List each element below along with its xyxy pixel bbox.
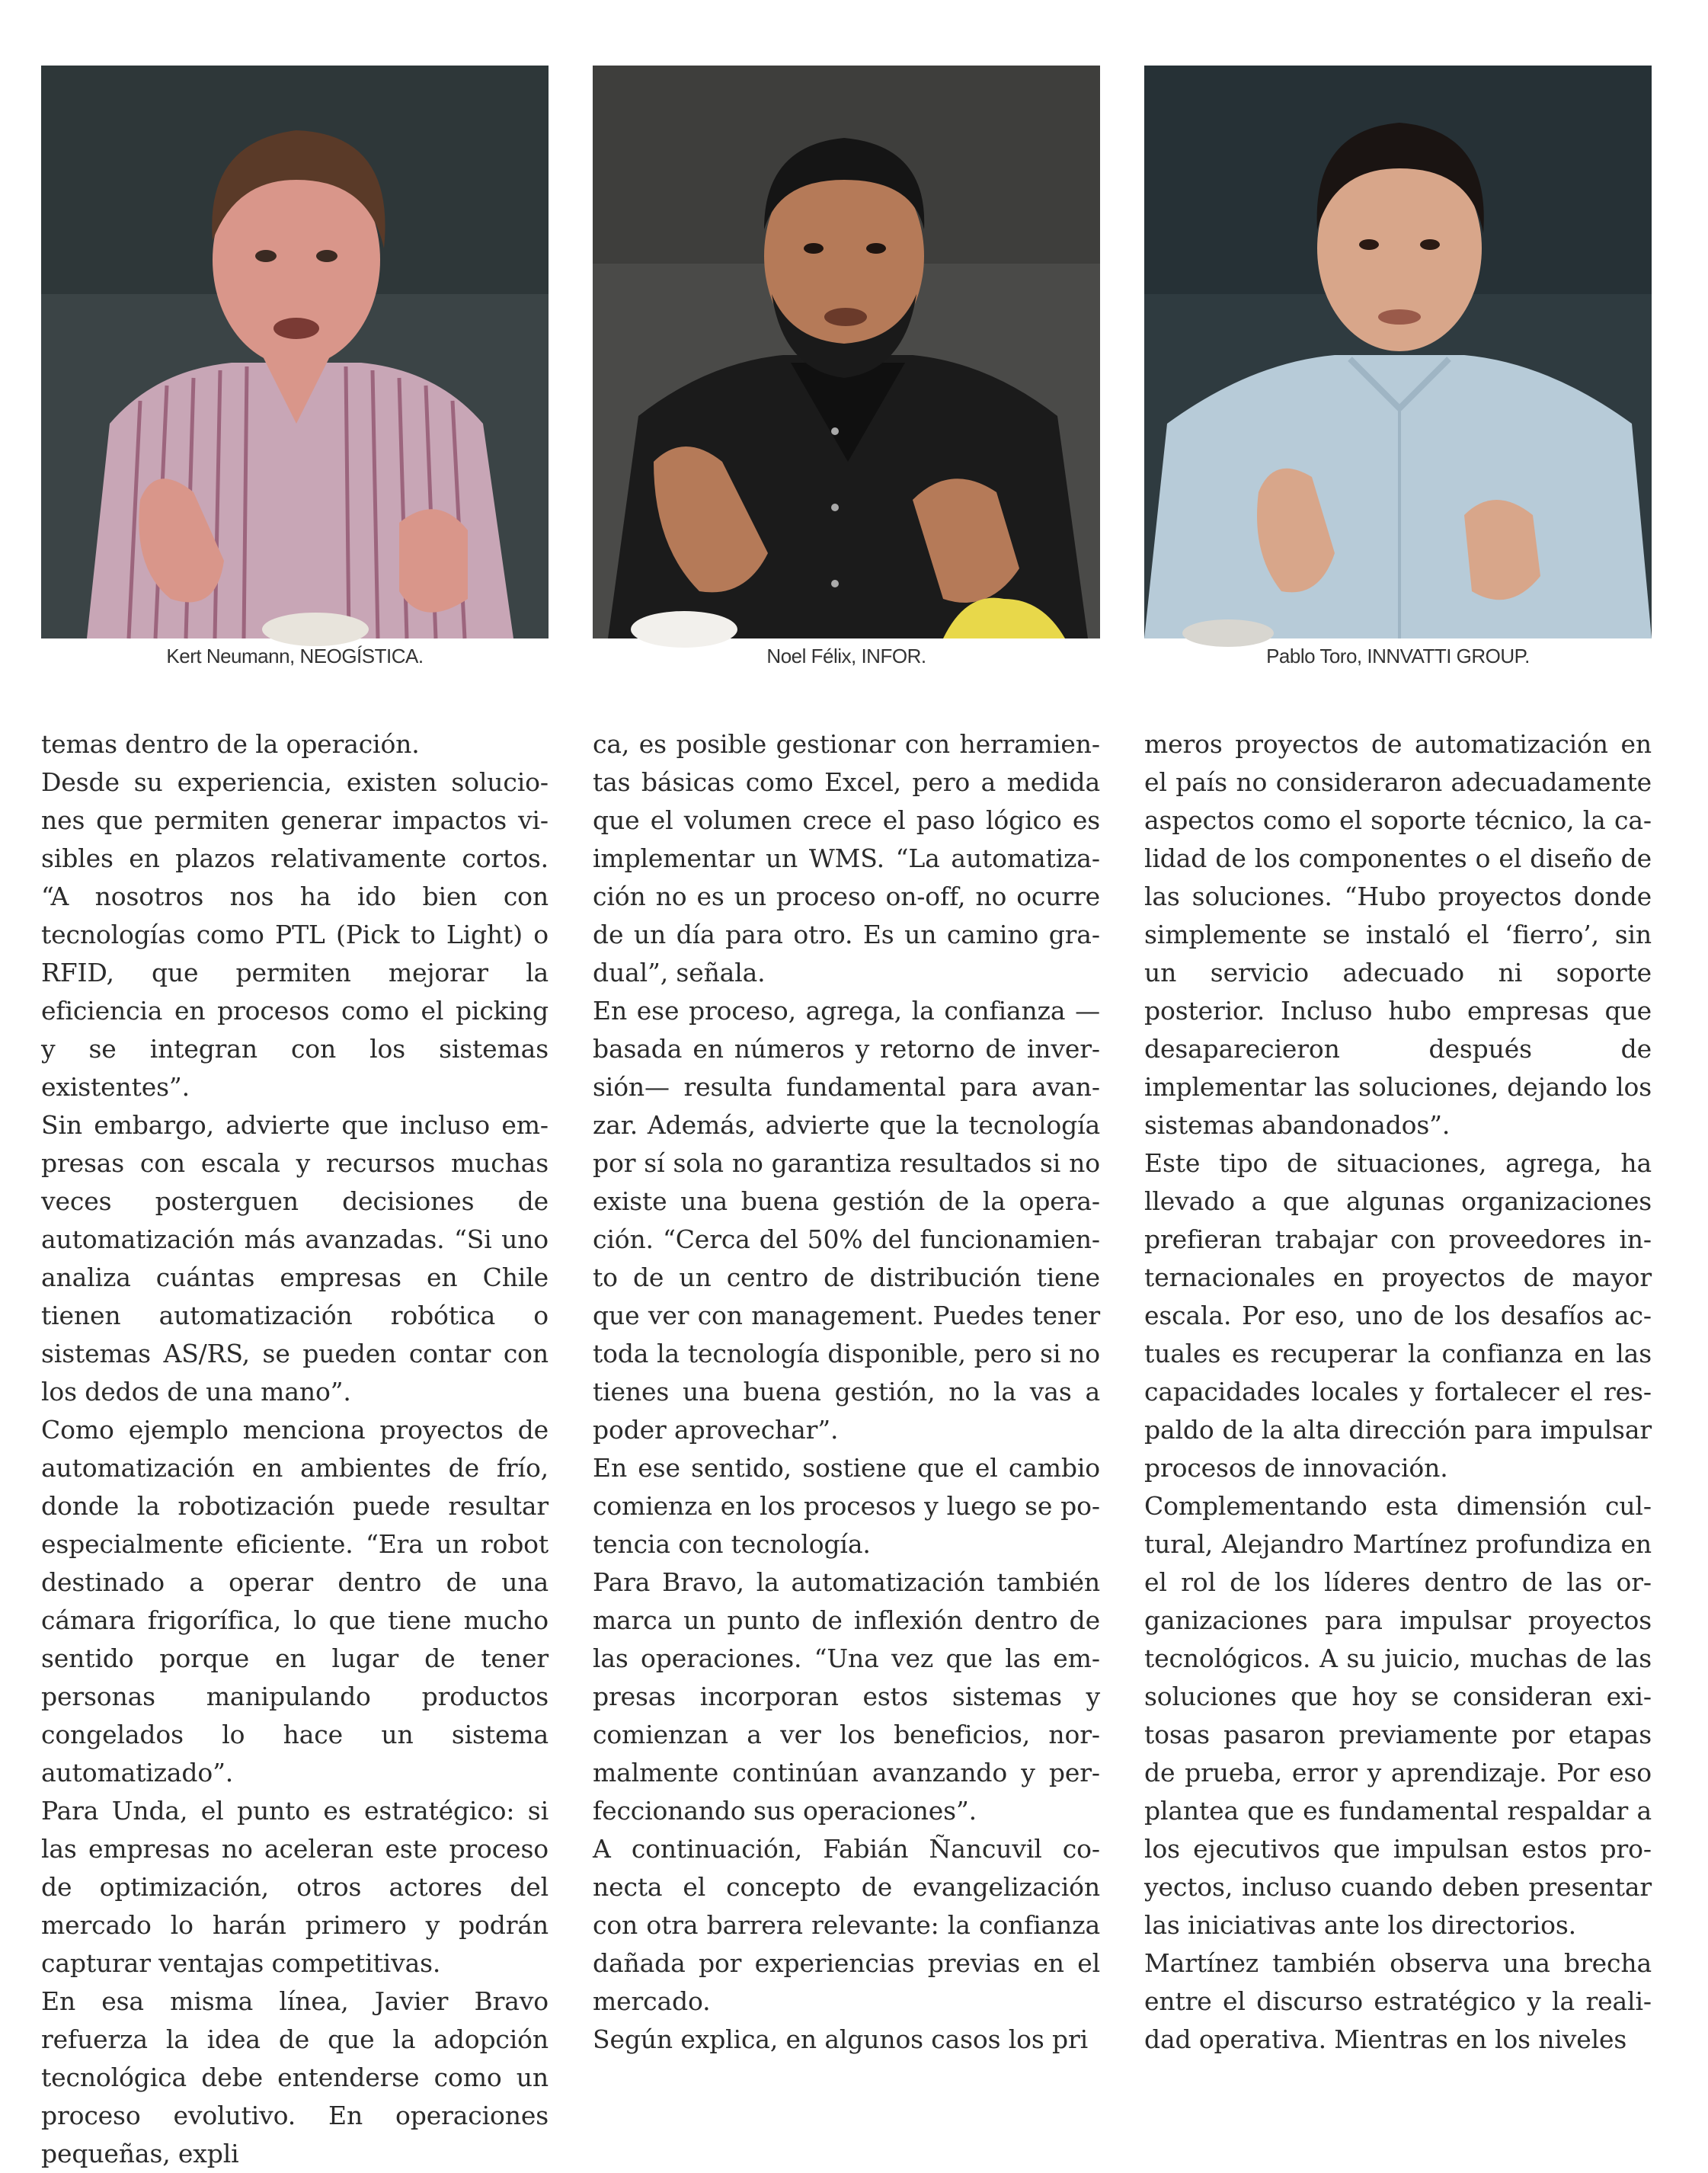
- portrait-image: [593, 66, 1100, 638]
- photo-caption: Kert Neumann, NEOGÍSTICA.: [166, 645, 424, 667]
- paragraph: ca, es posible gestionar con herramientas básicas como Excel, pero a medida que el volumen crece el paso lógico es implementar un WMS. “La automatización no es un proceso on-off, no ocurre de un día para otro. Es un camino gradual”, señala.: [593, 729, 1100, 987]
- portrait-image: [1144, 66, 1652, 638]
- paragraph: Sin embargo, advierte que incluso empresas con escala y recursos muchas veces posterguen decisiones de automatización más avanzadas. “Si uno analiza cuántas empresas en Chile tienen automatización robótica o sistemas AS/RS, se pueden contar con los dedos de una mano”.: [41, 1110, 549, 1407]
- paragraph: Para Bravo, la automatización también marca un punto de inflexión dentro de las operaciones. “Una vez que las empresas incorporan estos sistemas y comienzan a ver los beneficios, normalmente continúan avanzando y perfeccionando sus operaciones”.: [593, 1567, 1100, 1826]
- paragraph: Desde su experiencia, existen soluciones que permiten generar impactos visibles en plazos relativamente cortos. “A nosotros nos ha ido bien con tecnologías como PTL (Pick to Light) o RFID, que permiten mejorar la eficiencia en procesos como el picking y se integran con los sistemas existentes”.: [41, 767, 549, 1102]
- paragraph: Para Unda, el punto es estratégico: si las empresas no aceleran este proceso de optimización, otros actores del mercado lo harán primero y podrán capturar ventajas competitivas.: [41, 1796, 549, 1978]
- paragraph: Martínez también observa una brecha entre el discurso estratégico y la realidad operativa. Mientras en los niveles: [1144, 1948, 1652, 2054]
- photo-kert-neumann: [41, 66, 549, 638]
- paragraph: En ese proceso, agrega, la confianza —basada en números y retorno de inversión— resulta fundamental para avanzar. Además, advierte que la tecnología por sí sola no garantiza resultados si no existe una buena gestión de la operación. “Cerca del 50% del funcionamiento de un centro de distribución tiene que ver con management. Puedes tener toda la tecnología disponible, pero si no tienes una buena gestión, no la vas a poder aprovechar”.: [593, 996, 1100, 1445]
- paragraph: Complementando esta dimensión cultural, Alejandro Martínez profundiza en el rol de los líderes dentro de las organizaciones para impulsar proyectos tecnológicos. A su juicio, muchas de las soluciones que hoy se consideran exitosas pasaron previamente por etapas de prueba, error y aprendizaje. Por eso plantea que es fundamental respaldar a los ejecutivos que impulsan estos proyectos, incluso cuando deben presentar las iniciativas ante los directorios.: [1144, 1491, 1652, 1940]
- paragraph: Este tipo de situaciones, agrega, ha llevado a que algunas organizaciones prefieran trabajar con proveedores internacionales en proyectos de mayor escala. Por eso, uno de los desafíos actuales es recuperar la confianza en las capacidades locales y fortalecer el respaldo de la alta dirección para impulsar procesos de innovación.: [1144, 1148, 1652, 1483]
- photo-caption: Noel Félix, INFOR.: [766, 645, 926, 667]
- photo-noel-felix: [593, 66, 1100, 638]
- paragraph: meros proyectos de automatización en el país no consideraron adecuadamente aspectos como el soporte técnico, la calidad de los componentes o el diseño de las soluciones. “Hubo proyectos donde simplemente se instaló el ‘fierro’, sin un servicio adecuado ni soporte posterior. Incluso hubo empresas que desaparecieron después de implementar las soluciones, dejando los sistemas abandonados”.: [1144, 729, 1652, 1140]
- photo-pablo-toro: [1144, 66, 1652, 638]
- paragraph: Como ejemplo menciona proyectos de automatización en ambientes de frío, donde la robotización puede resultar especialmente eficiente. “Era un robot destinado a operar dentro de una cámara frigorífica, lo que tiene mucho sentido porque en lugar de tener personas manipulando productos congelados lo hace un sistema automatizado”.: [41, 1415, 549, 1787]
- article-column-2: [593, 725, 1100, 2097]
- paragraph: Según explica, en algunos casos los pri: [593, 2024, 1089, 2054]
- paragraph: En esa misma línea, Javier Bravo refuerza la idea de que la adopción tecnológica debe entenderse como un proceso evolutivo. En operaciones pequeñas, expli: [41, 1986, 549, 2168]
- paragraph: temas dentro de la operación.: [41, 729, 420, 759]
- article-column-3: [1144, 725, 1652, 2097]
- article-column-1: [41, 725, 549, 2168]
- portrait-image: [41, 66, 549, 638]
- paragraph: A continuación, Fabián Ñancuvil conecta el concepto de evangelización con otra barrera relevante: la confianza dañada por experiencias previas en el mercado.: [593, 1834, 1100, 2016]
- photo-caption: Pablo Toro, INNVATTI GROUP.: [1266, 645, 1530, 667]
- paragraph: En ese sentido, sostiene que el cambio comienza en los procesos y luego se potencia con tecnología.: [593, 1453, 1100, 1559]
